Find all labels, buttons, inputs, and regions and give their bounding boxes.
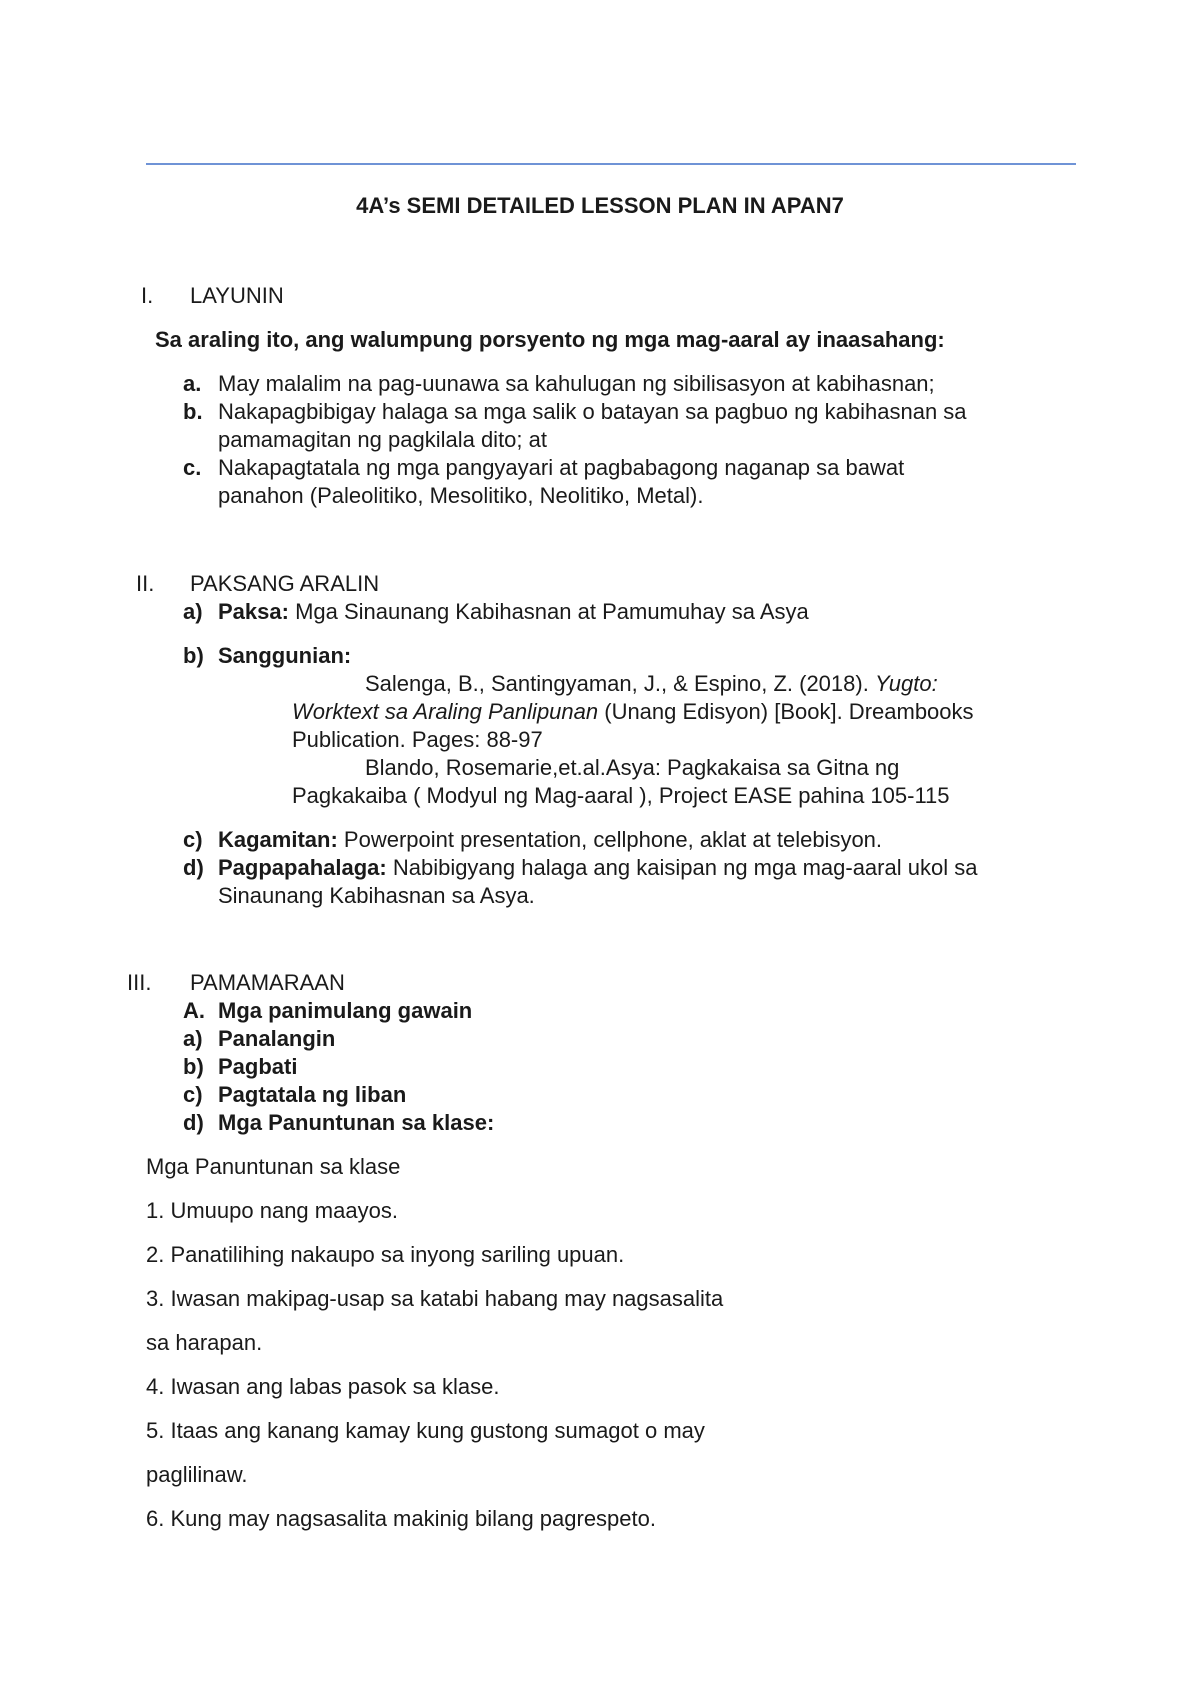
section-1-intro: Sa araling ito, ang walumpung porsyento ng mga mag-aaral ay inaasahang: — [155, 327, 945, 352]
paksa-line — [218, 598, 809, 626]
kagamitan-text: Powerpoint presentation, cellphone, aklat at telebisyon. — [337, 827, 883, 852]
objective-c-text-cont: panahon (Paleolitiko, Mesolitiko, Neolitiko, Metal). — [218, 483, 704, 508]
objective-b-marker: b. — [183, 399, 203, 424]
sub-pagbati-marker: b) — [183, 1054, 204, 1079]
rule-6: 6. Kung may nagsasalita makinig bilang pagrespeto. — [146, 1506, 656, 1531]
rule-5: 5. Itaas ang kanang kamay kung gustong sumagot o may — [146, 1418, 705, 1443]
rule-2: 2. Panatilihing nakaupo sa inyong sariling upuan. — [146, 1242, 625, 1267]
paksa-text: Mga Sinaunang Kabihasnan at Pamumuhay sa Asya — [288, 599, 809, 624]
rule-1: 1. Umuupo nang maayos. — [146, 1198, 398, 1223]
objective-c-marker: c. — [183, 455, 202, 480]
paksa-label: Paksa: — [218, 599, 289, 624]
sub-pagtatala-label: Pagtatala ng liban — [218, 1082, 407, 1107]
sanggunian-label: Sanggunian: — [218, 643, 352, 668]
rule-5-cont: paglilinaw. — [146, 1462, 248, 1487]
section-3-number: III. — [127, 970, 152, 995]
reference-2-line-2: Pagkakaiba ( Modyul ng Mag-aaral ), Project EASE pahina 105-115 — [292, 783, 950, 808]
objective-a-text: May malalim na pag-uunawa sa kahulugan ng sibilisasyon at kabihasnan; — [218, 371, 935, 396]
pagpapahalaga-text: Nabibigyang halaga ang kaisipan ng mga mag-aaral ukol sa — [386, 855, 978, 880]
reference-1-edition: (Unang Edisyon) [Book]. Dreambooks — [598, 699, 974, 724]
pagpapahalaga-label: Pagpapahalaga: — [218, 855, 387, 880]
section-2-heading: PAKSANG ARALIN — [190, 571, 380, 596]
reference-1-line-1 — [365, 670, 938, 698]
sub-a-label: Mga panimulang gawain — [218, 998, 473, 1023]
rule-3: 3. Iwasan makipag-usap sa katabi habang may nagsasalita — [146, 1286, 724, 1311]
objective-b-text-cont: pamamagitan ng pagkilala dito; at — [218, 427, 547, 452]
objective-a-marker: a. — [183, 371, 202, 396]
reference-1-authors: Salenga, B., Santingyaman, J., & Espino, Z. (2018). — [365, 671, 875, 696]
sub-pagtatala-marker: c) — [183, 1082, 203, 1107]
rule-4: 4. Iwasan ang labas pasok sa klase. — [146, 1374, 500, 1399]
pagpapahalaga-marker: d) — [183, 855, 204, 880]
kagamitan-label: Kagamitan: — [218, 827, 338, 852]
reference-1-title-start: Yugto: — [874, 671, 938, 696]
reference-1-title-rest: Worktext sa Araling Panlipunan — [292, 699, 599, 724]
sanggunian-marker: b) — [183, 643, 204, 668]
kagamitan-marker: c) — [183, 827, 203, 852]
reference-1-line-3: Publication. Pages: 88-97 — [292, 727, 543, 752]
sub-a-marker: A. — [183, 998, 205, 1023]
objective-c-text: Nakapagtatala ng mga pangyayari at pagbabagong naganap sa bawat — [218, 455, 905, 480]
section-1-number: I. — [141, 283, 154, 308]
sub-pagbati-label: Pagbati — [218, 1054, 298, 1079]
reference-2-line-1: Blando, Rosemarie,et.al.Asya: Pagkakaisa sa Gitna ng — [365, 755, 900, 780]
objective-b-text: Nakapagbibigay halaga sa mga salik o batayan sa pagbuo ng kabihasnan sa — [218, 399, 967, 424]
rule-3-cont: sa harapan. — [146, 1330, 263, 1355]
paksa-marker: a) — [183, 599, 203, 624]
section-1-heading: LAYUNIN — [190, 283, 284, 308]
header-rule — [146, 163, 1076, 165]
sub-panalangin-marker: a) — [183, 1026, 203, 1051]
kagamitan-line — [218, 826, 882, 854]
pagpapahalaga-text-cont: Sinaunang Kabihasnan sa Asya. — [218, 883, 535, 908]
page-title: 4A’s SEMI DETAILED LESSON PLAN IN APAN7 — [356, 193, 844, 218]
reference-1-line-2 — [292, 698, 974, 726]
sub-panuntunan-marker: d) — [183, 1110, 204, 1135]
sub-panuntunan-label: Mga Panuntunan sa klase: — [218, 1110, 495, 1135]
rules-heading: Mga Panuntunan sa klase — [146, 1154, 401, 1179]
section-2-number: II. — [136, 571, 155, 596]
sub-panalangin-label: Panalangin — [218, 1026, 336, 1051]
pagpapahalaga-line — [218, 854, 977, 882]
section-3-heading: PAMAMARAAN — [190, 970, 345, 995]
